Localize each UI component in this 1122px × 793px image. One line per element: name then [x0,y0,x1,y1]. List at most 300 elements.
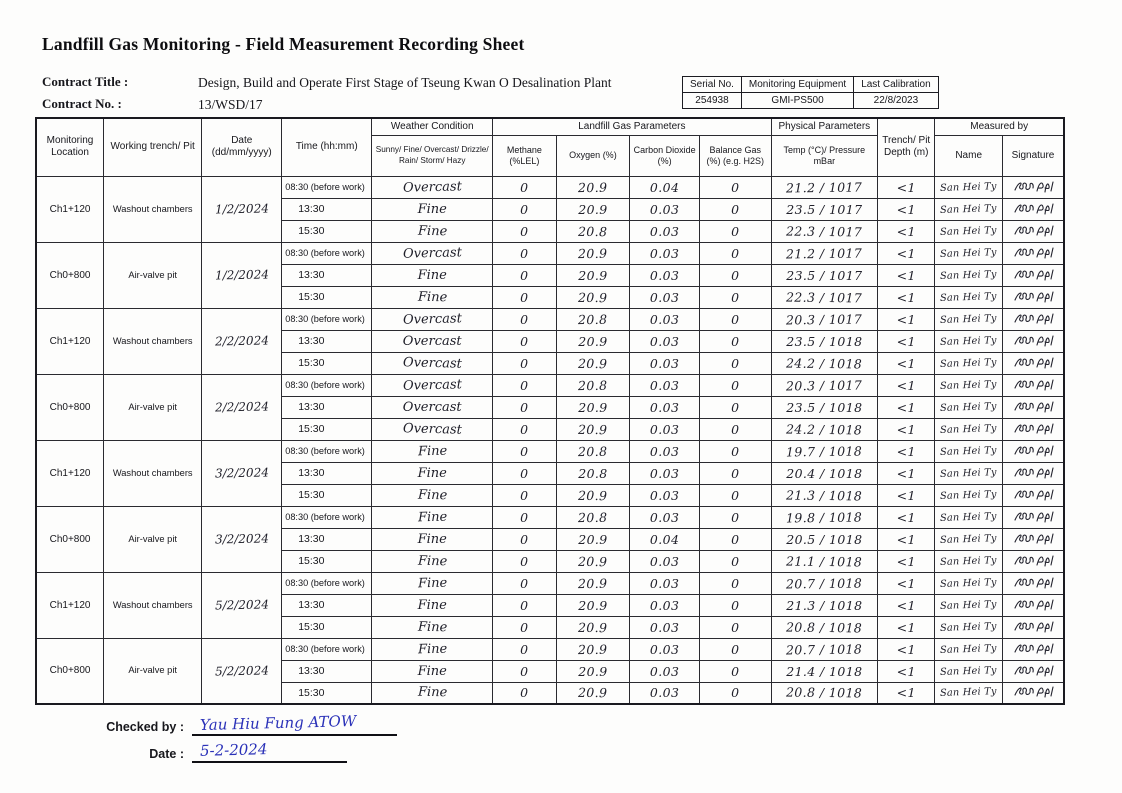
cell-date-text: 2/2/2024 [214,399,269,415]
cell-name [935,506,1003,528]
col-header-weather: Weather Condition [372,118,493,135]
cell-time-text: 15:30 [298,423,325,435]
cell-temp-pressure [771,308,877,330]
cell-methane-text: 0 [520,377,529,393]
cell-co2 [630,176,700,198]
cell-time [282,330,372,352]
equipment-table [682,76,939,109]
cell-temp-pressure [771,198,877,220]
cell-weather-text: Overcast [402,420,462,438]
cell-depth [878,242,935,264]
cell-methane-text: 0 [520,421,529,437]
cell-co2-text: 0.03 [649,685,680,701]
cell-co2-text: 0.03 [649,487,680,503]
cell-balance-gas-text: 0 [731,201,740,217]
cell-weather [372,352,493,374]
cell-methane [493,176,556,198]
col-header-methane: Methane (%LEL) [493,135,556,176]
cell-weather-text: Fine [417,509,448,525]
cell-name [935,616,1003,638]
cell-weather-text: Fine [417,575,448,591]
cell-temp-pressure-text: 20.8 / 1018 [786,619,863,635]
table-row [36,374,1064,396]
cell-depth-text: <1 [896,179,916,195]
cell-name-text: San Hei Ty [940,334,998,348]
cell-oxygen-text: 20.8 [578,377,608,393]
cell-date-text: 5/2/2024 [214,663,269,679]
cell-co2 [630,594,700,616]
cell-co2 [630,616,700,638]
cell-oxygen [556,440,630,462]
cell-methane [493,308,556,330]
cell-oxygen-text: 20.9 [578,421,608,437]
cell-name-text: San Hei Ty [940,246,998,260]
equip-header-equipment: Monitoring Equipment [741,77,853,93]
cell-depth [878,264,935,286]
cell-methane-text: 0 [520,465,529,481]
cell-methane-text: 0 [520,267,529,283]
cell-depth [878,374,935,396]
cell-weather-text: Overcast [402,244,462,262]
col-header-signature: Signature [1002,135,1064,176]
cell-time-text: 13:30 [298,467,325,479]
cell-signature [1002,418,1064,440]
cell-methane [493,594,556,616]
cell-time [282,462,372,484]
cell-methane-text: 0 [520,509,529,525]
cell-oxygen [556,638,630,660]
cell-signature [1002,374,1064,396]
cell-trench [104,374,202,440]
cell-temp-pressure [771,660,877,682]
cell-signature [1002,506,1064,528]
cell-temp-pressure-text: 21.2 / 1017 [786,179,863,195]
cell-location [36,242,104,308]
cell-time [282,242,372,264]
cell-temp-pressure-text: 20.3 / 1017 [786,377,863,393]
cell-time-text: 08:30 (before work) [285,578,365,588]
cell-oxygen-text: 20.9 [578,619,608,635]
cell-balance-gas-text: 0 [731,553,740,569]
cell-depth [878,594,935,616]
cell-methane-text: 0 [520,355,529,371]
cell-oxygen [556,308,630,330]
cell-oxygen-text: 20.9 [578,245,608,261]
cell-balance-gas [699,330,771,352]
cell-oxygen-text: 20.9 [578,597,608,613]
cell-time-text: 13:30 [298,203,325,215]
cell-balance-gas-text: 0 [731,509,740,525]
cell-oxygen [556,264,630,286]
cell-depth [878,506,935,528]
cell-balance-gas [699,264,771,286]
cell-name [935,440,1003,462]
cell-depth-text: <1 [896,597,916,613]
cell-depth-text: <1 [896,443,916,459]
cell-temp-pressure [771,616,877,638]
cell-balance-gas [699,418,771,440]
cell-depth-text: <1 [896,487,916,503]
cell-balance-gas-text: 0 [731,531,740,547]
cell-oxygen-text: 20.9 [578,531,608,547]
cell-balance-gas [699,550,771,572]
cell-temp-pressure-text: 21.3 / 1018 [786,597,863,613]
cell-trench-text: Washout chambers [112,467,193,478]
cell-methane-text: 0 [520,289,529,305]
cell-co2-text: 0.03 [649,223,680,239]
cell-oxygen-text: 20.9 [578,179,608,195]
cell-co2 [630,396,700,418]
cell-temp-pressure [771,506,877,528]
cell-oxygen-text: 20.9 [578,553,608,569]
cell-co2-text: 0.03 [649,619,680,635]
cell-temp-pressure-text: 23.5 / 1017 [786,201,863,217]
cell-depth [878,198,935,220]
cell-signature [1002,440,1064,462]
cell-weather [372,418,493,440]
cell-date [202,440,282,506]
cell-balance-gas [699,352,771,374]
cell-trench [104,506,202,572]
cell-methane-text: 0 [520,443,529,459]
signature-scribble [1012,488,1054,503]
cell-name-text: San Hei Ty [940,598,998,612]
cell-weather-text: Fine [417,553,448,569]
date-value: 5-2-2024 [199,740,268,760]
cell-depth [878,440,935,462]
cell-trench [104,440,202,506]
signature-scribble [1012,268,1054,283]
cell-depth [878,660,935,682]
cell-oxygen [556,242,630,264]
cell-temp-pressure-text: 23.5 / 1018 [786,333,863,349]
cell-methane-text: 0 [520,685,529,701]
cell-oxygen [556,616,630,638]
equip-value-calibration: 22/8/2023 [854,93,938,109]
cell-co2-text: 0.03 [649,641,680,657]
cell-oxygen-text: 20.9 [578,641,608,657]
cell-name [935,682,1003,704]
cell-time-text: 15:30 [298,357,325,369]
cell-balance-gas-text: 0 [731,685,740,701]
cell-balance-gas [699,506,771,528]
cell-signature [1002,308,1064,330]
cell-location-text: Ch1+120 [49,335,91,347]
cell-temp-pressure [771,572,877,594]
cell-depth-text: <1 [896,641,916,657]
cell-oxygen-text: 20.8 [578,223,608,239]
cell-oxygen [556,550,630,572]
cell-balance-gas-text: 0 [731,619,740,635]
cell-co2-text: 0.03 [649,399,680,415]
cell-time [282,352,372,374]
signature-scribble [1012,642,1054,657]
cell-date-text: 5/2/2024 [214,597,269,613]
signature-scribble [1012,576,1054,591]
cell-temp-pressure [771,594,877,616]
cell-weather-text: Fine [417,443,448,459]
cell-weather [372,484,493,506]
signature-scribble [1012,532,1054,547]
col-header-co2: Carbon Dioxide (%) [630,135,700,176]
checked-by-line [96,711,397,736]
cell-name [935,572,1003,594]
cell-weather-text: Fine [417,487,448,503]
cell-name [935,484,1003,506]
cell-co2-text: 0.03 [649,333,680,349]
cell-signature [1002,264,1064,286]
cell-balance-gas [699,198,771,220]
cell-methane [493,264,556,286]
cell-methane [493,396,556,418]
cell-co2 [630,440,700,462]
cell-balance-gas [699,176,771,198]
cell-balance-gas-text: 0 [731,575,740,591]
checked-by-value: Yau Hiu Fung ATOW [199,711,357,735]
cell-signature [1002,660,1064,682]
cell-weather [372,616,493,638]
cell-time [282,286,372,308]
cell-co2-text: 0.03 [649,663,680,679]
cell-depth [878,550,935,572]
cell-weather [372,330,493,352]
cell-methane [493,242,556,264]
cell-location-text: Ch1+120 [49,599,91,611]
cell-name [935,198,1003,220]
cell-co2 [630,528,700,550]
cell-name-text: San Hei Ty [940,488,998,502]
cell-time [282,484,372,506]
cell-date [202,572,282,638]
col-header-physical-group: Physical Parameters [771,118,877,135]
cell-date [202,374,282,440]
cell-time [282,220,372,242]
cell-methane-text: 0 [520,245,529,261]
cell-methane [493,418,556,440]
cell-depth [878,396,935,418]
signature-scribble [1012,202,1054,217]
cell-name [935,462,1003,484]
cell-signature [1002,594,1064,616]
cell-oxygen [556,462,630,484]
cell-balance-gas-text: 0 [731,597,740,613]
col-header-measured-by: Measured by [935,118,1064,135]
cell-depth-text: <1 [896,355,916,371]
cell-weather-text: Fine [417,223,448,239]
cell-temp-pressure [771,374,877,396]
cell-location [36,638,104,704]
equipment-value-row [683,93,939,109]
cell-weather-text: Fine [417,201,447,217]
cell-signature [1002,462,1064,484]
cell-temp-pressure-text: 20.7 / 1018 [786,575,863,591]
cell-name-text: San Hei Ty [940,554,998,568]
cell-weather [372,506,493,528]
cell-balance-gas-text: 0 [731,399,740,415]
cell-temp-pressure-text: 20.4 / 1018 [786,465,863,481]
cell-location-text: Ch0+800 [49,665,91,677]
equip-header-serial: Serial No. [683,77,742,93]
cell-balance-gas [699,220,771,242]
cell-balance-gas-text: 0 [731,421,740,437]
signature-scribble [1012,400,1054,415]
cell-oxygen [556,374,630,396]
cell-name [935,396,1003,418]
cell-time [282,418,372,440]
cell-oxygen-text: 20.9 [578,289,608,305]
cell-temp-pressure-text: 22.3 / 1017 [786,289,863,305]
checked-by-underline [192,711,397,736]
cell-balance-gas-text: 0 [731,223,740,239]
cell-date-text: 1/2/2024 [214,267,269,283]
cell-balance-gas-text: 0 [731,267,740,283]
cell-balance-gas-text: 0 [731,311,740,327]
contract-title-line [42,72,612,94]
cell-depth-text: <1 [896,201,916,217]
cell-co2 [630,660,700,682]
cell-time-text: 15:30 [298,686,325,699]
cell-co2 [630,330,700,352]
cell-co2-text: 0.03 [649,443,680,459]
signature-scribble [1012,378,1054,393]
cell-co2-text: 0.04 [649,179,680,195]
cell-co2 [630,308,700,330]
cell-temp-pressure [771,682,877,704]
cell-time [282,528,372,550]
cell-methane-text: 0 [520,663,529,679]
cell-depth-text: <1 [896,267,916,283]
signature-scribble [1012,685,1054,700]
cell-oxygen [556,352,630,374]
cell-time [282,440,372,462]
cell-weather [372,176,493,198]
cell-trench-text: Washout chambers [112,335,193,346]
signature-scribble [1012,246,1054,261]
cell-depth [878,308,935,330]
cell-location-text: Ch1+120 [49,203,91,215]
cell-oxygen [556,198,630,220]
cell-location [36,176,104,242]
cell-co2-text: 0.03 [649,311,680,327]
cell-temp-pressure [771,550,877,572]
cell-weather-text: Fine [417,465,447,481]
cell-oxygen [556,286,630,308]
cell-depth-text: <1 [896,685,916,701]
cell-depth-text: <1 [896,333,916,349]
cell-oxygen-text: 20.8 [578,465,608,481]
cell-balance-gas-text: 0 [731,355,740,371]
cell-weather-text: Overcast [402,333,462,349]
cell-signature [1002,484,1064,506]
cell-location-text: Ch1+120 [49,467,91,479]
cell-weather-text: Fine [417,619,448,635]
signature-scribble [1012,180,1054,195]
cell-oxygen-text: 20.8 [578,311,608,327]
cell-balance-gas-text: 0 [731,487,740,503]
cell-name [935,176,1003,198]
cell-location [36,506,104,572]
cell-weather [372,308,493,330]
cell-co2 [630,220,700,242]
cell-time [282,264,372,286]
cell-weather-text: Fine [417,663,447,679]
signature-scribble [1012,224,1054,239]
signature-scribble [1012,444,1054,459]
cell-co2-text: 0.03 [649,575,680,591]
cell-time [282,660,372,682]
cell-depth-text: <1 [896,465,916,481]
cell-temp-pressure-text: 21.3 / 1018 [786,487,863,503]
cell-oxygen-text: 20.9 [578,267,608,283]
cell-temp-pressure-text: 20.7 / 1018 [786,641,863,657]
cell-name-text: San Hei Ty [940,532,998,546]
cell-time [282,572,372,594]
col-header-trench: Working trench/ Pit [104,118,202,176]
table-row [36,638,1064,660]
cell-co2 [630,462,700,484]
contract-no-value: 13/WSD/17 [198,96,263,112]
cell-date [202,506,282,572]
cell-balance-gas [699,660,771,682]
cell-methane-text: 0 [520,575,529,591]
cell-balance-gas-text: 0 [731,179,740,195]
cell-balance-gas [699,616,771,638]
cell-name [935,594,1003,616]
cell-methane [493,440,556,462]
cell-co2-text: 0.04 [649,531,680,547]
cell-temp-pressure-text: 19.8 / 1018 [786,509,863,525]
cell-balance-gas-text: 0 [731,663,740,679]
cell-methane-text: 0 [520,399,529,415]
cell-methane [493,462,556,484]
cell-oxygen [556,594,630,616]
cell-temp-pressure [771,242,877,264]
cell-oxygen [556,682,630,704]
cell-date [202,308,282,374]
cell-date-text: 3/2/2024 [214,531,269,547]
cell-temp-pressure [771,528,877,550]
cell-oxygen-text: 20.9 [578,663,608,679]
cell-balance-gas [699,374,771,396]
table-row [36,242,1064,264]
cell-co2 [630,418,700,440]
cell-depth-text: <1 [896,311,916,327]
cell-time-text: 15:30 [298,291,325,303]
cell-weather [372,198,493,220]
cell-balance-gas-text: 0 [731,333,740,349]
cell-oxygen [556,660,630,682]
cell-time-text: 15:30 [298,555,325,567]
cell-methane [493,374,556,396]
cell-temp-pressure [771,638,877,660]
cell-signature [1002,286,1064,308]
cell-time-text: 08:30 (before work) [285,512,365,522]
cell-temp-pressure [771,330,877,352]
cell-co2-text: 0.03 [649,267,680,283]
cell-oxygen [556,484,630,506]
cell-methane-text: 0 [520,531,529,547]
cell-weather [372,638,493,660]
cell-weather-text: Fine [417,289,448,305]
cell-depth [878,176,935,198]
cell-signature [1002,330,1064,352]
cell-weather [372,242,493,264]
cell-name [935,286,1003,308]
cell-depth [878,462,935,484]
cell-methane [493,286,556,308]
cell-location [36,440,104,506]
cell-time [282,308,372,330]
